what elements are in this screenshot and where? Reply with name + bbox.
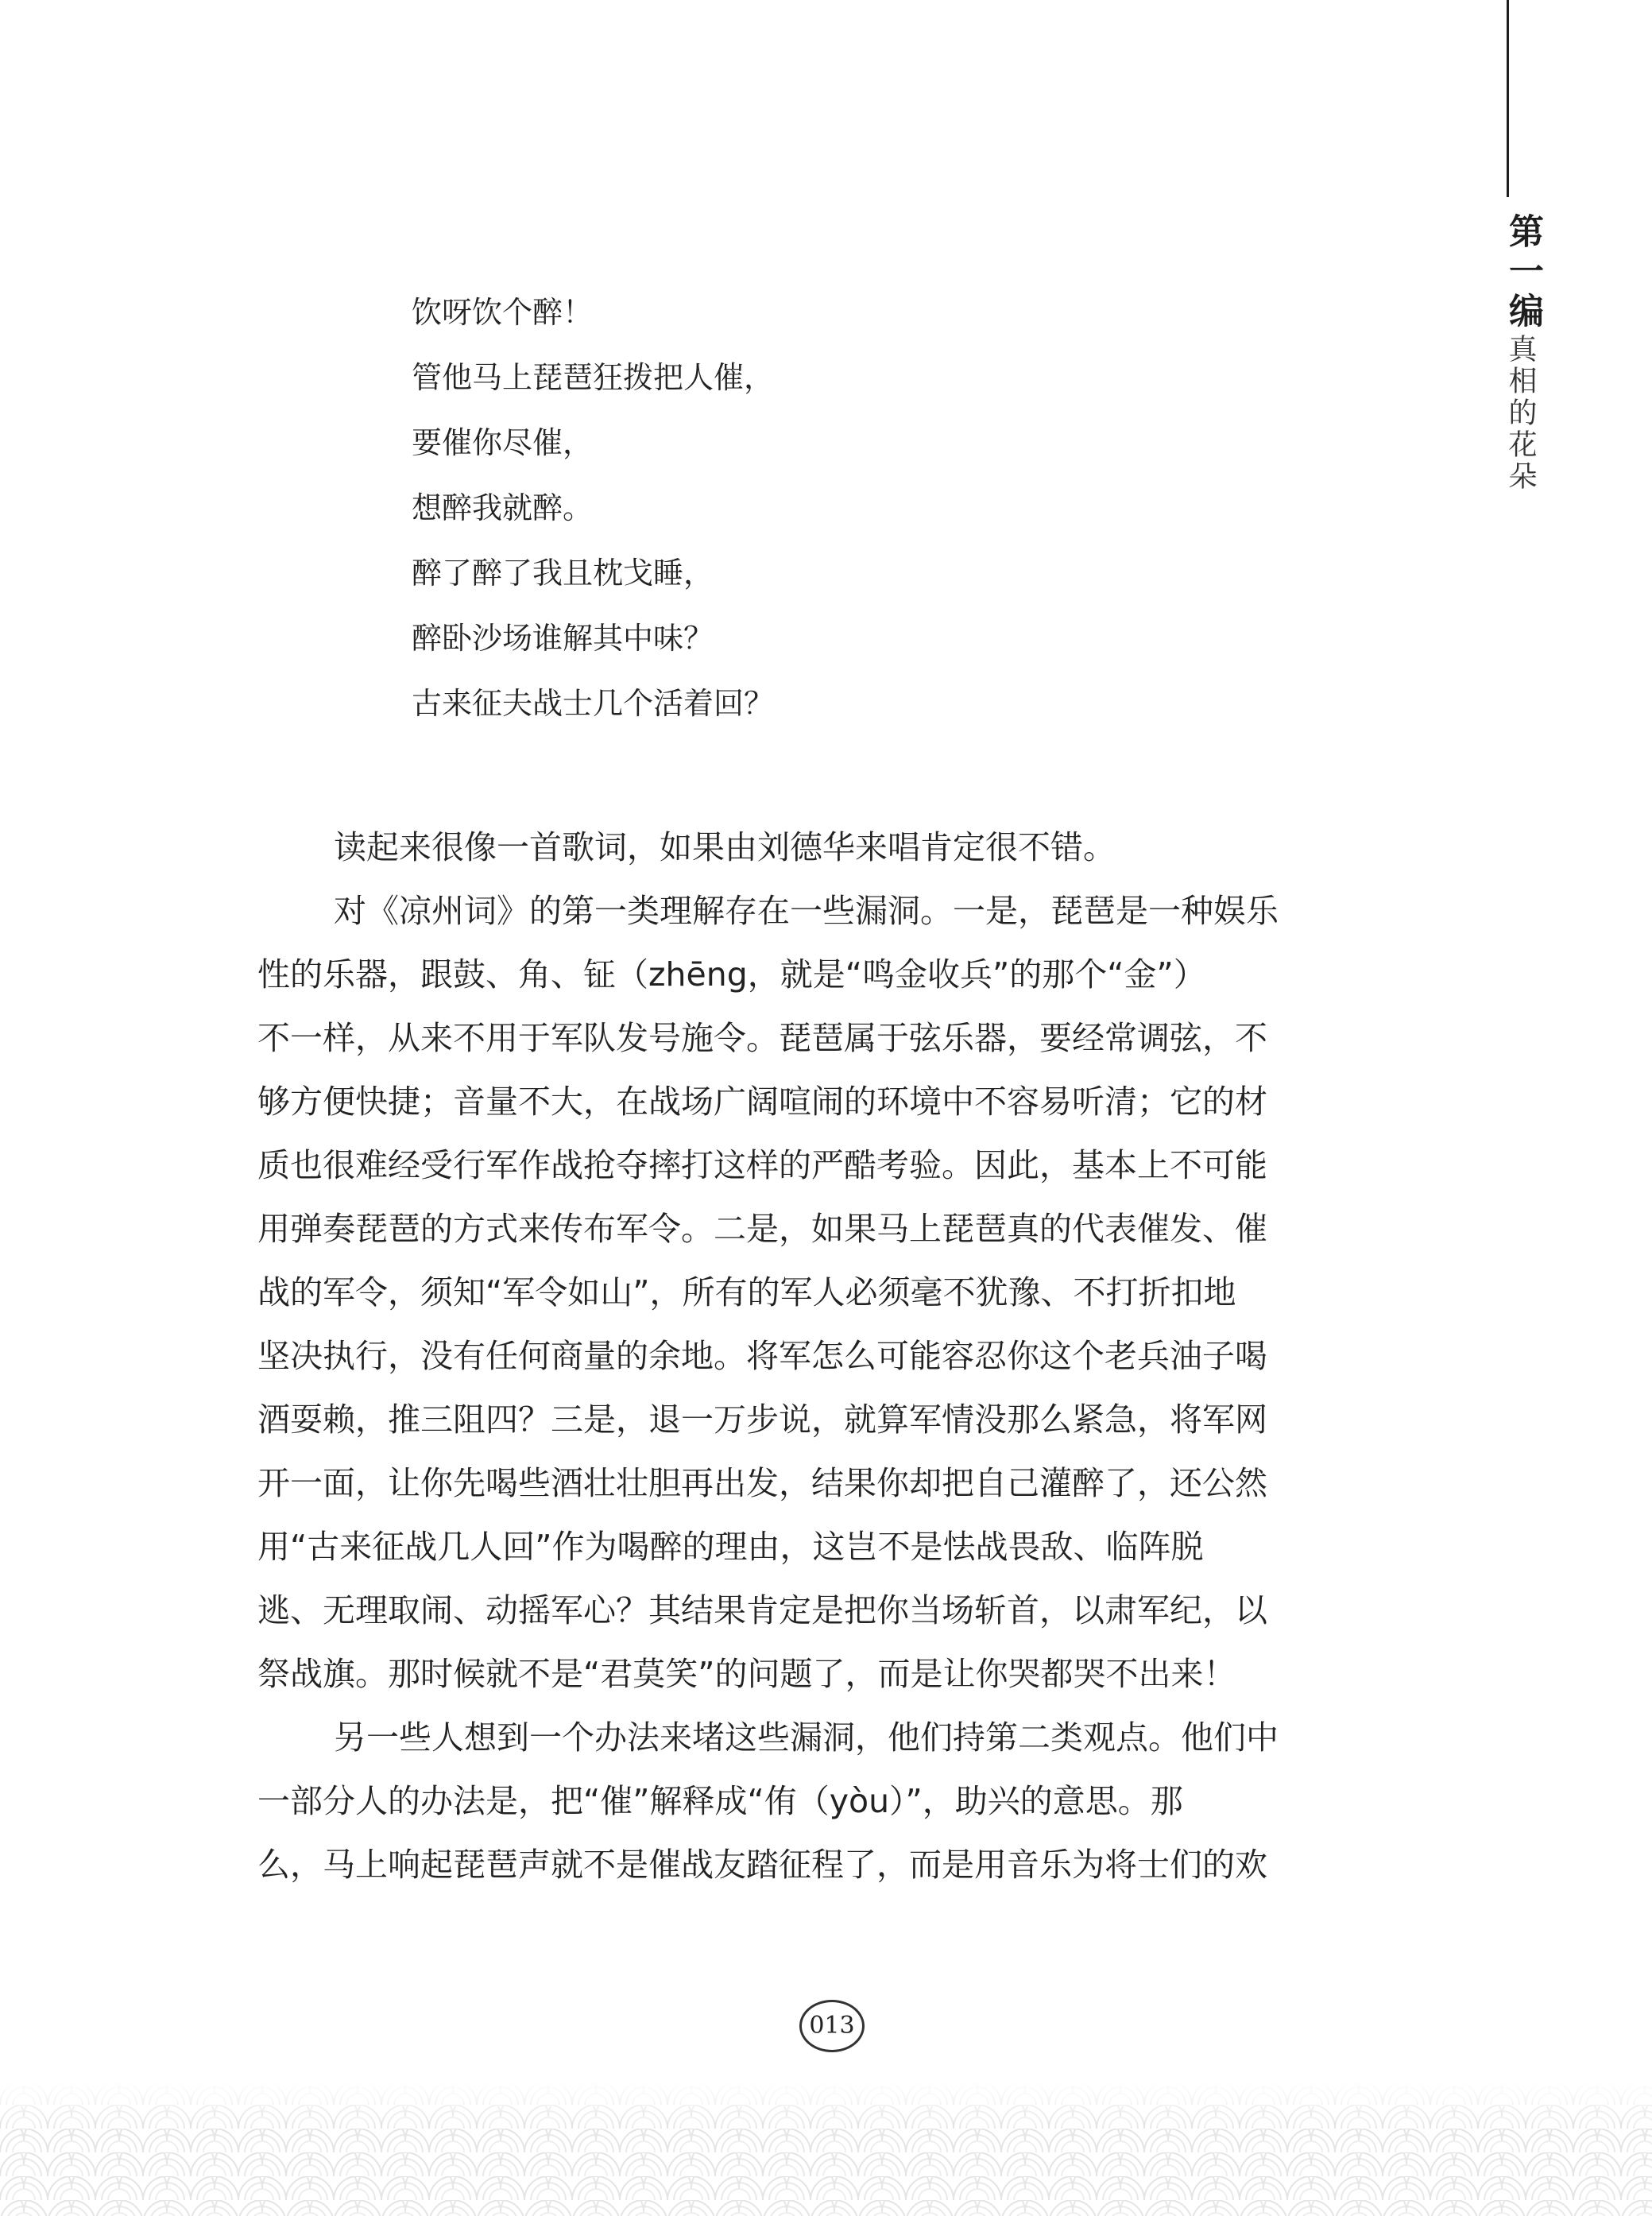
body-line: 开一面，让你先喝些酒壮壮胆再出发，结果你却把自己灌醉了，还公然: [257, 1464, 1267, 1502]
body-line: 够方便快捷；音量不大，在战场广阔喧闹的环境中不容易听清；它的材: [257, 1083, 1267, 1121]
body-line: 用弹奏琵琶的方式来传布军令。二是，如果马上琵琶真的代表催发、催: [257, 1210, 1267, 1248]
body-text: [257, 816, 1406, 1896]
body-line: 坚决执行，没有任何商量的余地。将军怎么可能容忍你这个老兵油子喝: [257, 1337, 1267, 1375]
body-line: 一部分人的办法是，把“催”解释成“侑（yòu）”，助兴的意思。那: [257, 1782, 1183, 1820]
poem-line: 要催你尽催，: [412, 425, 594, 460]
body-line: 质也很难经受行军作战抢夺摔打这样的严酷考验。因此，基本上不可能: [257, 1146, 1267, 1184]
body-line: 另一些人想到一个办法来堵这些漏洞，他们持第二类观点。他们中: [334, 1718, 1279, 1757]
poem-block: [412, 280, 1286, 736]
body-line: 逃、无理取闹、动摇军心？其结果肯定是把你当场斩首，以肃军纪，以: [257, 1591, 1267, 1629]
page-number: 013: [799, 2000, 865, 2052]
body-line: 祭战旗。那时候就不是“君莫笑”的问题了，而是让你哭都哭不出来！: [257, 1655, 1236, 1693]
body-line: 么，马上响起琵琶声就不是催战友踏征程了，而是用音乐为将士们的欢: [257, 1846, 1267, 1884]
body-line: 对《凉州词》的第一类理解存在一些漏洞。一是，琵琶是一种娱乐: [334, 892, 1279, 930]
body-line: 用“古来征战几人回”作为喝醉的理由，这岂不是怯战畏敌、临阵脱: [257, 1528, 1204, 1566]
wave-pattern-decoration: [0, 2081, 1652, 2216]
chapter-subtitle: 真相的花朵: [1504, 334, 1537, 493]
poem-line: 管他马上琵琶狂拨把人催，: [412, 360, 775, 395]
poem-line: 醉卧沙场谁解其中味？: [412, 621, 714, 656]
poem-line: 想醉我就醉。: [412, 490, 594, 525]
body-line: 读起来很像一首歌词，如果由刘德华来唱肯定很不错。: [334, 828, 1116, 866]
body-line: 性的乐器，跟鼓、角、钲（zhēng，就是“鸣金收兵”的那个“金”）: [257, 955, 1206, 994]
body-line: 战的军令，须知“军令如山”，所有的军人必须毫不犹豫、不打折扣地: [257, 1273, 1236, 1311]
body-line: 不一样，从来不用于军队发号施令。琵琶属于弦乐器，要经常调弦，不: [257, 1019, 1267, 1057]
body-line: 酒耍赖，推三阻四？三是，退一万步说，就算军情没那么紧急，将军网: [257, 1400, 1267, 1439]
poem-line: 古来征夫战士几个活着回？: [412, 686, 775, 721]
poem-line: 饮呀饮个醉！: [412, 295, 594, 330]
sidebar-rule: [1507, 0, 1509, 197]
chapter-title: 第一编: [1503, 213, 1543, 332]
poem-line: 醉了醉了我且枕戈睡，: [412, 556, 714, 591]
